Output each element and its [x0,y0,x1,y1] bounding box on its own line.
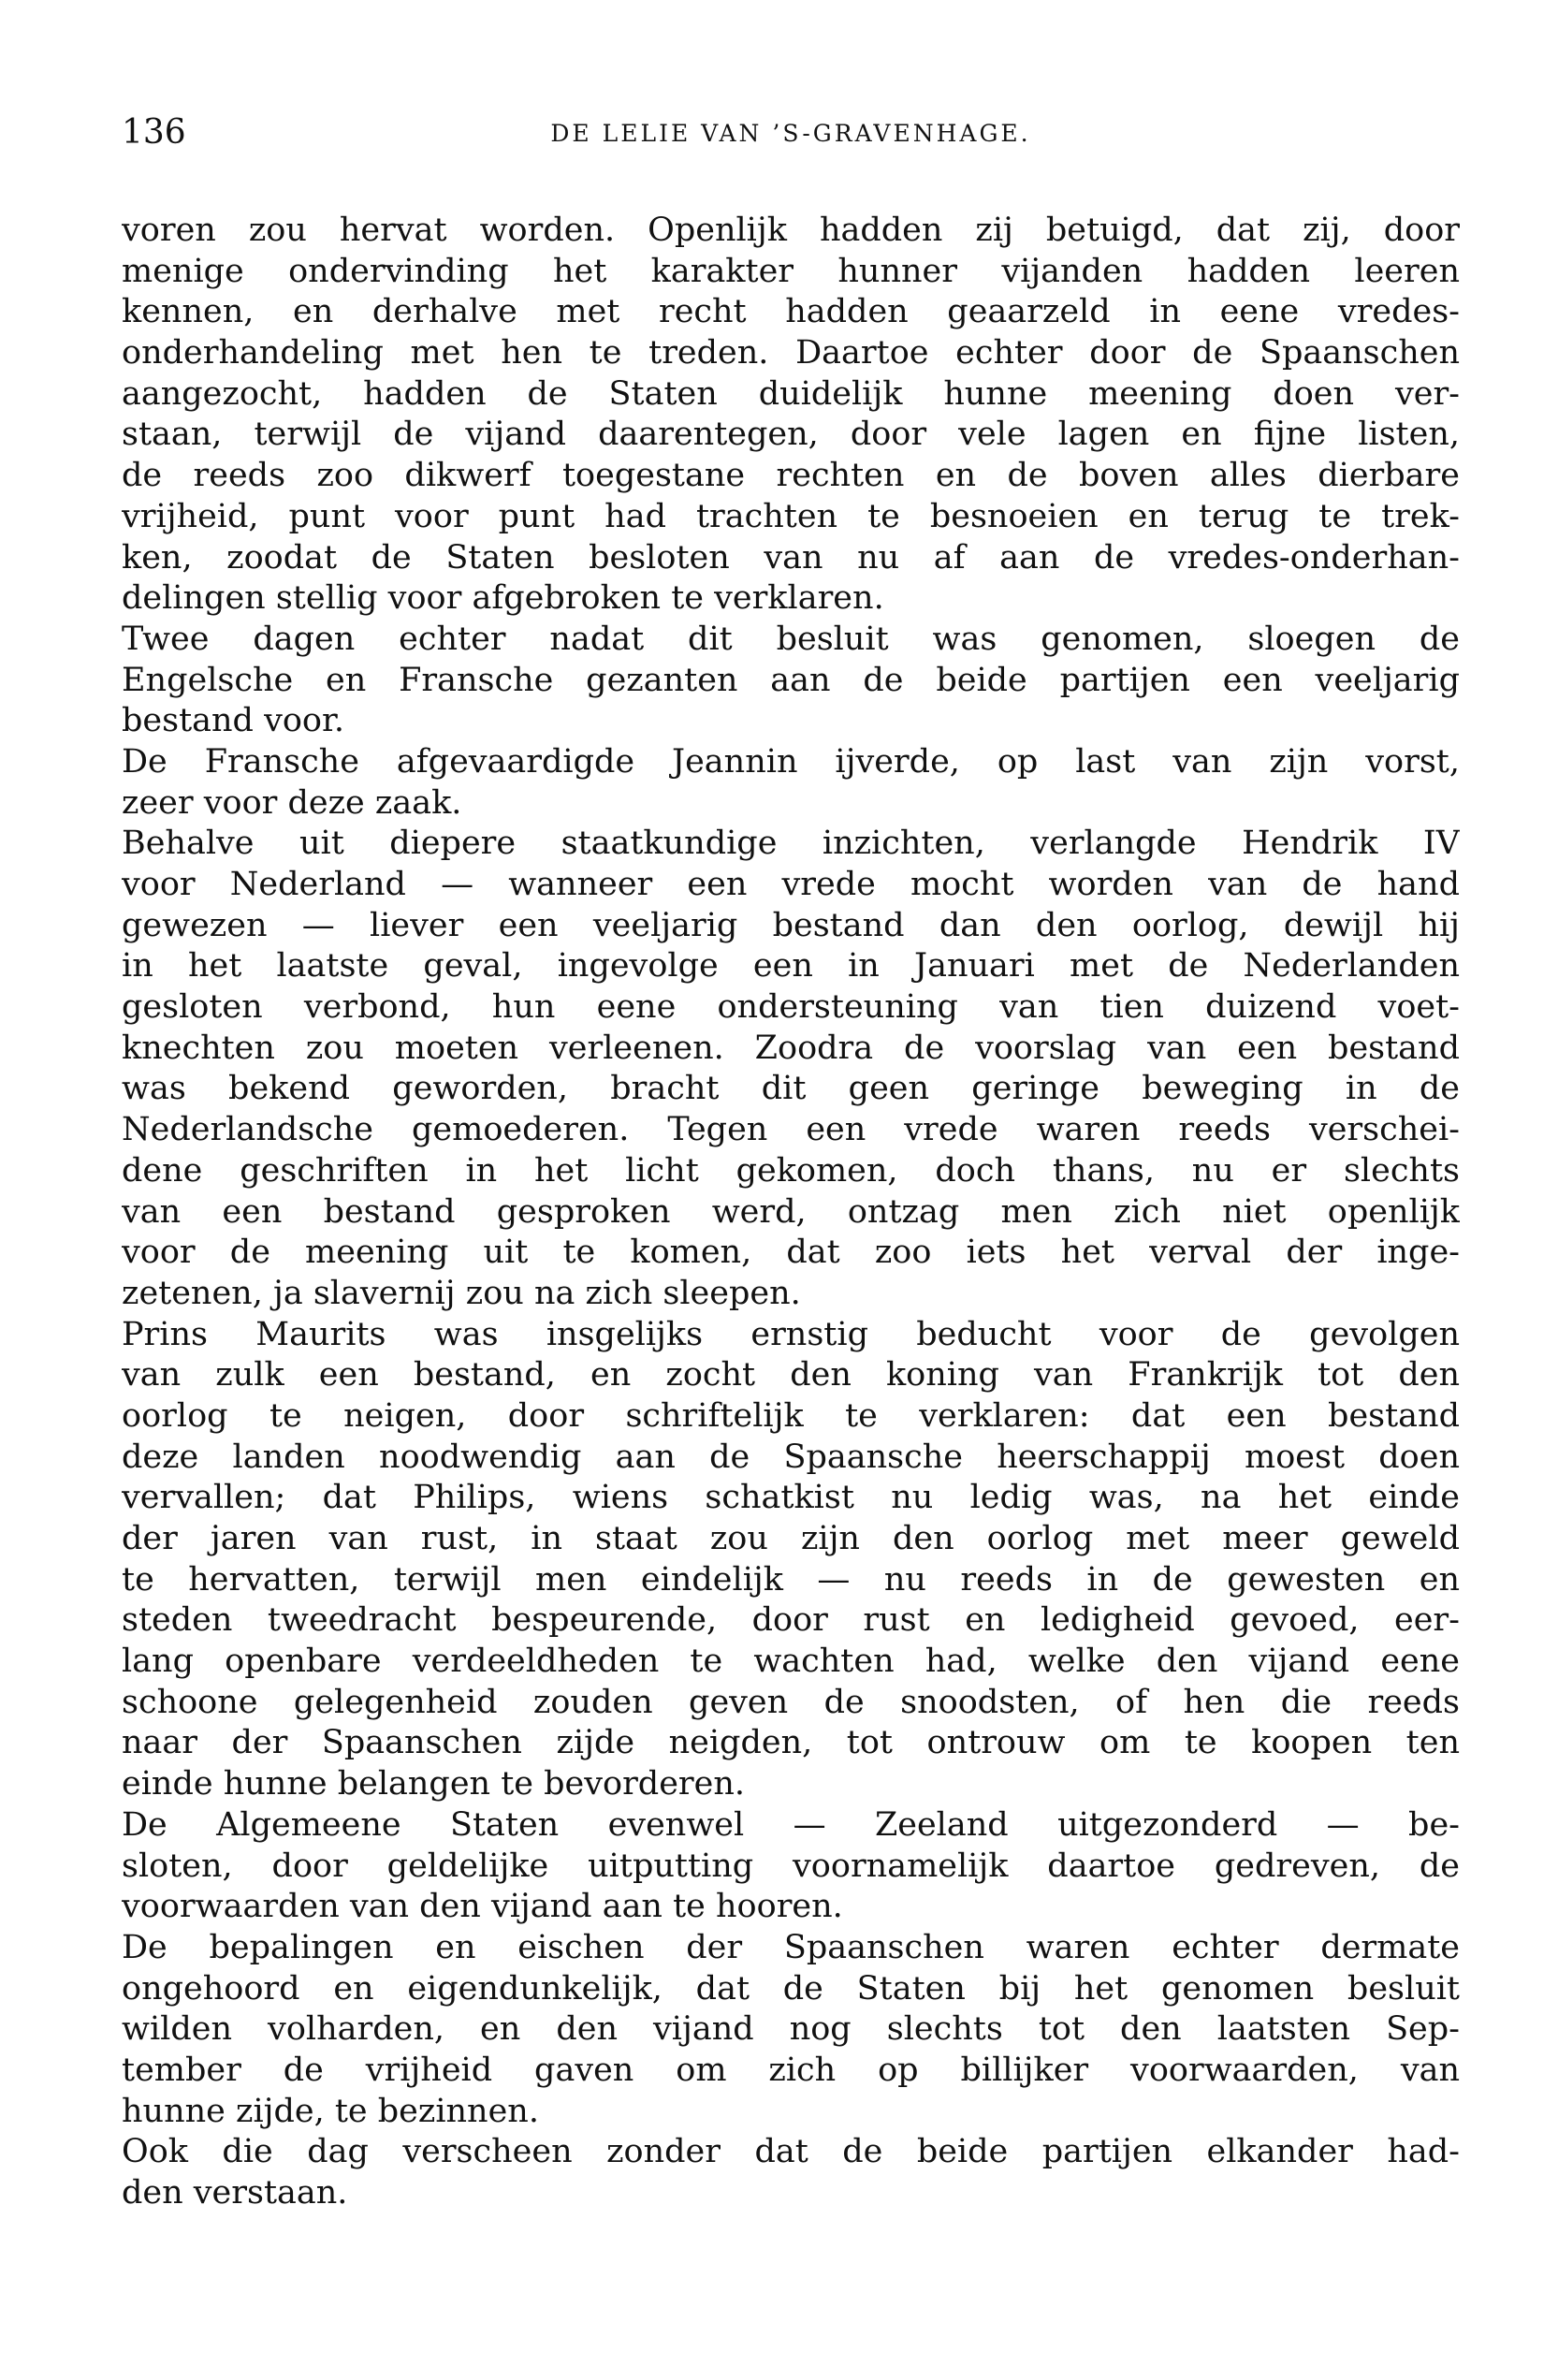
text-line: naar der Spaanschen zijde neigden, tot ontrouw om te koopen ten [122,1724,1460,1762]
page-number: 136 [122,113,186,152]
text-line: aangezocht, hadden de Staten duidelijk hunne meening doen ver- [122,374,1460,413]
text-line: De Algemeene Staten evenwel — Zeeland uitgezonderd — be- [122,1805,1460,1844]
text-line: onderhandeling met hen te treden. Daartoe echter door de Spaanschen [122,334,1460,372]
text-line: De bepalingen en eischen der Spaanschen waren echter dermate [122,1928,1460,1966]
text-line: voor de meening uit te komen, dat zoo iets het verval der inge- [122,1234,1460,1272]
text-line: Engelsche en Fransche gezanten aan de beide partijen een veeljarig [122,661,1460,699]
text-line: vrijheid, punt voor punt had trachten te besnoeien en terug te trek- [122,497,1460,535]
text-line: te hervatten, terwijl men eindelijk — nu reeds in de gewesten en [122,1560,1460,1599]
text-line: den verstaan. [122,2174,348,2212]
text-line: Ook die dag verscheen zonder dat de beide partijen elkander had- [122,2133,1460,2171]
text-line: steden tweedracht bespeurende, door rust en ledigheid gevoed, eer- [122,1601,1460,1640]
text-line: zeer voor deze zaak. [122,783,462,822]
text-line: ken, zoodat de Staten besloten van nu af aan de vredes-onderhan- [122,538,1460,577]
text-line: dene geschriften in het licht gekomen, doch thans, nu er slechts [122,1151,1460,1190]
text-line: der jaren van rust, in staat zou zijn den oorlog met meer geweld [122,1520,1460,1557]
text-line: tember de vrijheid gaven om zich op billijker voorwaarden, van [122,2051,1460,2089]
text-line: menige ondervinding het karakter hunner vijanden hadden leeren [122,252,1460,290]
text-line: schoone gelegenheid zouden geven de snoodsten, of hen die reeds [122,1683,1460,1721]
text-line: einde hunne belangen te bevorderen. [122,1765,746,1803]
text-line: zetenen, ja slavernij zou na zich sleepen. [122,1274,801,1312]
text-line: van een bestand gesproken werd, ontzag men zich niet openlijk [122,1192,1460,1231]
text-line: Behalve uit diepere staatkundige inzichten, verlangde Hendrik IV [122,825,1460,863]
text-line: lang openbare verdeeldheden te wachten had, welke den vijand eene [122,1643,1460,1681]
text-line: sloten, door geldelijke uitputting voornamelijk daartoe gedreven, de [122,1847,1460,1885]
text-line: wilden volharden, en den vijand nog slechts tot den laatsten Sep- [122,2010,1460,2049]
text-line: Prins Maurits was insgelijks ernstig beducht voor de gevolgen [122,1315,1460,1353]
text-line: Nederlandsche gemoederen. Tegen een vrede waren reeds verschei- [122,1111,1460,1149]
text-line: gesloten verbond, hun eene ondersteuning van tien duizend voet- [122,988,1460,1027]
text-line: gewezen — liever een veeljarig bestand dan den oorlog, dewijl hij [122,906,1460,944]
text-line: voor Nederland — wanneer een vrede mocht worden van de hand [122,866,1460,903]
text-line: de reeds zoo dikwerf toegestane rechten en de boven alles dierbare [122,457,1460,495]
text-line: voren zou hervat worden. Openlijk hadden zij betuigd, dat zij, door [122,212,1460,249]
page-header [122,114,1460,161]
text-line: deze landen noodwendig aan de Spaansche heerschappij moest doen [122,1438,1460,1476]
body-text [122,211,1460,2214]
text-line: staan, terwijl de vijand daarentegen, door vele lagen en fijne listen, [122,416,1460,454]
text-line: hunne zijde, te bezinnen. [122,2092,539,2130]
text-line: voorwaarden van den vijand aan te hooren. [122,1888,843,1926]
text-line: De Fransche afgevaardigde Jeannin ijverde, op last van zijn vorst, [122,742,1460,781]
text-line: in het laatste geval, ingevolge een in Januari met de Nederlanden [122,947,1460,986]
text-line: kennen, en derhalve met recht hadden geaarzeld in eene vredes- [122,293,1460,331]
running-title: DE LELIE VAN ’S-GRAVENHAGE. [550,120,1031,147]
text-line: vervallen; dat Philips, wiens schatkist nu ledig was, na het einde [122,1479,1460,1517]
text-line: delingen stellig voor afgebroken te verklaren. [122,579,884,618]
text-line: van zulk een bestand, en zocht den koning van Frankrijk tot den [122,1356,1460,1394]
text-line: Twee dagen echter nadat dit besluit was genomen, sloegen de [122,620,1460,658]
text-line: was bekend geworden, bracht dit geen geringe beweging in de [122,1070,1460,1108]
text-line: knechten zou moeten verleenen. Zoodra de voorslag van een bestand [122,1029,1460,1067]
text-line: ongehoord en eigendunkelijk, dat de Staten bij het genomen besluit [122,1969,1460,2008]
text-line: oorlog te neigen, door schriftelijk te verklaren: dat een bestand [122,1396,1460,1435]
text-line: bestand voor. [122,702,345,740]
